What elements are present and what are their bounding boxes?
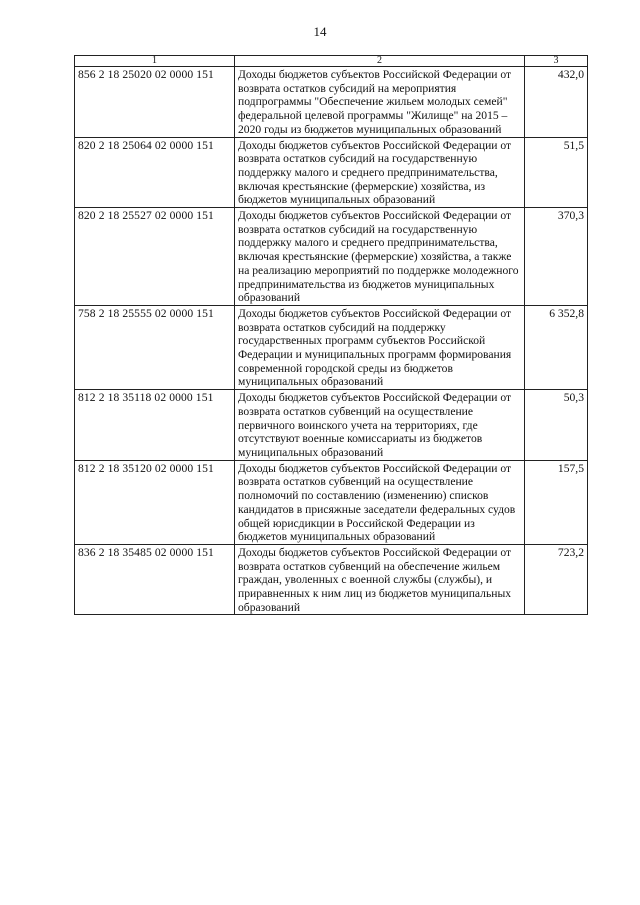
revenue-description: Доходы бюджетов субъектов Российской Федерации от возврата остатков субвенций на осуществление первичного воинского учета на территориях, где отсутствуют военные комиссариаты из бюджетов муниципальных образований	[235, 390, 525, 461]
budget-code: 758 2 18 25555 02 0000 151	[75, 305, 235, 389]
table-row	[75, 460, 588, 544]
budget-code: 812 2 18 35118 02 0000 151	[75, 390, 235, 461]
budget-revenue-table	[74, 55, 588, 615]
budget-code: 820 2 18 25064 02 0000 151	[75, 137, 235, 208]
table-row	[75, 544, 588, 615]
table-row	[75, 390, 588, 461]
table-row	[75, 208, 588, 306]
amount: 432,0	[525, 67, 588, 138]
amount: 50,3	[525, 390, 588, 461]
budget-code: 820 2 18 25527 02 0000 151	[75, 208, 235, 306]
amount: 6 352,8	[525, 305, 588, 389]
table-row	[75, 67, 588, 138]
amount: 370,3	[525, 208, 588, 306]
revenue-description: Доходы бюджетов субъектов Российской Федерации от возврата остатков субсидий на мероприятия подпрограммы "Обеспечение жильем молодых семей" федеральной целевой программы "Жилище" на 2015 – 2020 годы из бюджетов муниципальных образований	[235, 67, 525, 138]
revenue-description: Доходы бюджетов субъектов Российской Федерации от возврата остатков субвенций на обеспечение жильем граждан, уволенных с военной службы (службы), и приравненных к ним лиц из бюджетов муниципальных образований	[235, 544, 525, 615]
budget-code: 812 2 18 35120 02 0000 151	[75, 460, 235, 544]
column-header-3: 3	[525, 56, 588, 67]
revenue-description: Доходы бюджетов субъектов Российской Федерации от возврата остатков субвенций на осуществление полномочий по составлению (изменению) списков кандидатов в присяжные заседатели федеральных судов общей юрисдикции в Российской Федерации из бюджетов муниципальных образований	[235, 460, 525, 544]
header-row	[75, 56, 588, 67]
table-row	[75, 305, 588, 389]
table-row	[75, 137, 588, 208]
revenue-description: Доходы бюджетов субъектов Российской Федерации от возврата остатков субсидий на государственную поддержку малого и среднего предпринимательства, включая крестьянские (фермерские) хозяйства, из бюджетов муниципальных образований	[235, 137, 525, 208]
revenue-description: Доходы бюджетов субъектов Российской Федерации от возврата остатков субсидий на поддержку государственных программ субъектов Российской Федерации и муниципальных программ формирования современной городской среды из бюджетов муниципальных образований	[235, 305, 525, 389]
revenue-description: Доходы бюджетов субъектов Российской Федерации от возврата остатков субсидий на государственную поддержку малого и среднего предпринимательства, включая крестьянские (фермерские) хозяйства, а также на реализацию мероприятий по поддержке молодежного предпринимательства из бюджетов муниципальных образований	[235, 208, 525, 306]
column-header-1: 1	[75, 56, 235, 67]
column-header-2: 2	[235, 56, 525, 67]
amount: 51,5	[525, 137, 588, 208]
amount: 157,5	[525, 460, 588, 544]
budget-code: 856 2 18 25020 02 0000 151	[75, 67, 235, 138]
amount: 723,2	[525, 544, 588, 615]
budget-code: 836 2 18 35485 02 0000 151	[75, 544, 235, 615]
page-number: 14	[313, 24, 327, 39]
